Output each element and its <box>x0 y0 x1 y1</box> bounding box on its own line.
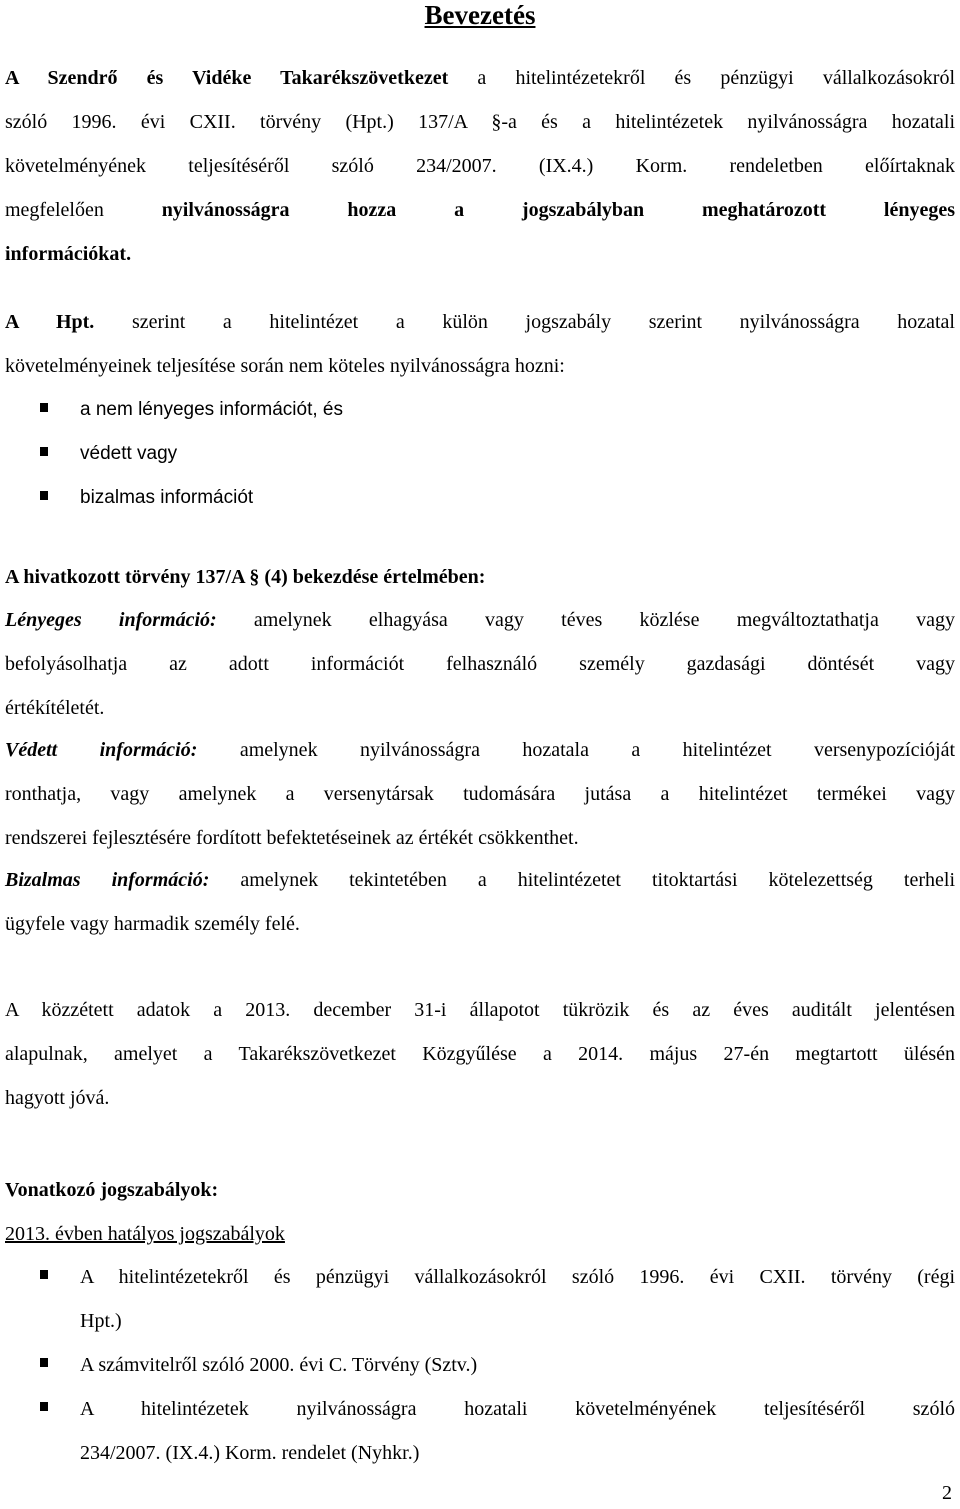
intro-line-1 <box>5 56 955 100</box>
square-bullet-icon <box>40 1358 48 1367</box>
list-item <box>40 388 955 432</box>
intro-paragraph <box>5 56 955 276</box>
hpt-line-1 <box>5 300 955 344</box>
definition-lenyeges <box>5 598 955 730</box>
definition-vedett <box>5 728 955 860</box>
list-item-text: védett vagy <box>80 443 178 464</box>
lenyeges-line-1-text: amelynek elhagyása vagy téves közlése megváltoztathatja vagy <box>216 609 955 631</box>
vedett-term: Védett információ: <box>5 739 198 761</box>
list-item <box>40 1387 955 1475</box>
list-item-text <box>80 1255 955 1343</box>
definitions-heading-text: A hivatkozott törvény 137/A § (4) bekezdése értelmében: <box>5 566 486 588</box>
intro-line-1-text: a hitelintézetekről és pénzügyi vállalkozásokról <box>448 67 955 89</box>
bizalmas-line-1-text: amelynek tekintetében a hitelintézetet titoktartási kötelezettség terheli <box>209 869 955 891</box>
laws-heading <box>5 1168 218 1212</box>
vedett-line-1-text: amelynek nyilvánosságra hozatala a hitelintézet versenypozícióját <box>197 739 955 761</box>
hpt-line-1-text: szerint a hitelintézet a külön jogszabály szerint nyilvánosságra hozatal <box>94 311 955 333</box>
intro-line-3: követelményének teljesítéséről szóló 234/2007. (IX.4.) Korm. rendeletben előírtaknak <box>5 155 955 177</box>
lenyeges-line-2: befolyásolhatja az adott információt felhasználó személy gazdasági döntését vagy <box>5 653 955 675</box>
page-title: Bevezetés <box>424 0 536 30</box>
list-item-text <box>80 1387 955 1475</box>
hpt-bullet-list <box>40 388 955 520</box>
law-1-line-1: A hitelintézetekről és pénzügyi vállalkozásokról szóló 1996. évi CXII. törvény (régi <box>80 1266 955 1288</box>
intro-line-5 <box>5 232 955 276</box>
law-3-line-2: 234/2007. (IX.4.) Korm. rendelet (Nyhkr.) <box>80 1442 420 1464</box>
lenyeges-line-1 <box>5 598 955 642</box>
laws-subheading: 2013. évben hatályos jogszabályok <box>5 1223 285 1245</box>
vedett-line-3: rendszerei fejlesztésére fordított befektetéseinek az értékét csökkenthet. <box>5 827 579 849</box>
hpt-paragraph <box>5 300 955 388</box>
page-number: 2 <box>942 1482 952 1504</box>
intro-line-2: szóló 1996. évi CXII. törvény (Hpt.) 137/A §-a és a hitelintézetek nyilvánosságra hozatali <box>5 111 955 133</box>
bizalmas-line-1 <box>5 858 955 902</box>
law-1-line-2: Hpt.) <box>80 1310 122 1332</box>
list-item <box>40 1255 955 1343</box>
laws-list <box>40 1255 955 1475</box>
published-paragraph <box>5 988 955 1120</box>
list-item-text: bizalmas információt <box>80 487 254 508</box>
published-line-1: A közzétett adatok a 2013. december 31-i állapotot tükrözik és az éves auditált jelentésen <box>5 999 955 1021</box>
bizalmas-term: Bizalmas információ: <box>5 869 210 891</box>
list-item <box>40 476 955 520</box>
lenyeges-line-3: értékítéletét. <box>5 697 105 719</box>
square-bullet-icon <box>40 1402 48 1411</box>
intro-line-4 <box>5 188 955 232</box>
list-item-text: a nem lényeges információt, és <box>80 399 343 420</box>
vedett-line-2: ronthatja, vagy amelynek a versenytársak tudomására jutása a hitelintézet termékei vagy <box>5 783 955 805</box>
hpt-line-2: követelményeinek teljesítése során nem köteles nyilvánosságra hozni: <box>5 355 565 377</box>
square-bullet-icon <box>40 447 48 456</box>
law-2-line-1: A számvitelről szóló 2000. évi C. Törvény (Sztv.) <box>80 1354 478 1376</box>
list-item <box>40 432 955 476</box>
intro-line-5-bold: információkat. <box>5 243 132 265</box>
list-item-text <box>80 1343 955 1387</box>
lenyeges-term: Lényeges információ: <box>5 609 217 631</box>
square-bullet-icon <box>40 491 48 500</box>
published-line-2: alapulnak, amelyet a Takarékszövetkezet Közgyűlése a 2014. május 27-én megtartott ülésén <box>5 1043 955 1065</box>
published-line-3: hagyott jóvá. <box>5 1087 110 1109</box>
square-bullet-icon <box>40 403 48 412</box>
intro-line-4-text: megfelelően <box>5 199 162 221</box>
intro-line-4-bold: nyilvánosságra hozza a jogszabályban meghatározott lényeges <box>161 199 955 221</box>
vedett-line-1 <box>5 728 955 772</box>
institution-name: A Szendrő és Vidéke Takarékszövetkezet <box>5 67 449 89</box>
law-3-line-1: A hitelintézetek nyilvánosságra hozatali követelményének teljesítéséről szóló <box>80 1398 955 1420</box>
list-item <box>40 1343 955 1387</box>
definitions-heading <box>5 555 485 599</box>
laws-heading-text: Vonatkozó jogszabályok: <box>5 1179 219 1201</box>
bizalmas-line-2: ügyfele vagy harmadik személy felé. <box>5 913 300 935</box>
hpt-label: A Hpt. <box>5 311 95 333</box>
definition-bizalmas <box>5 858 955 946</box>
square-bullet-icon <box>40 1270 48 1279</box>
